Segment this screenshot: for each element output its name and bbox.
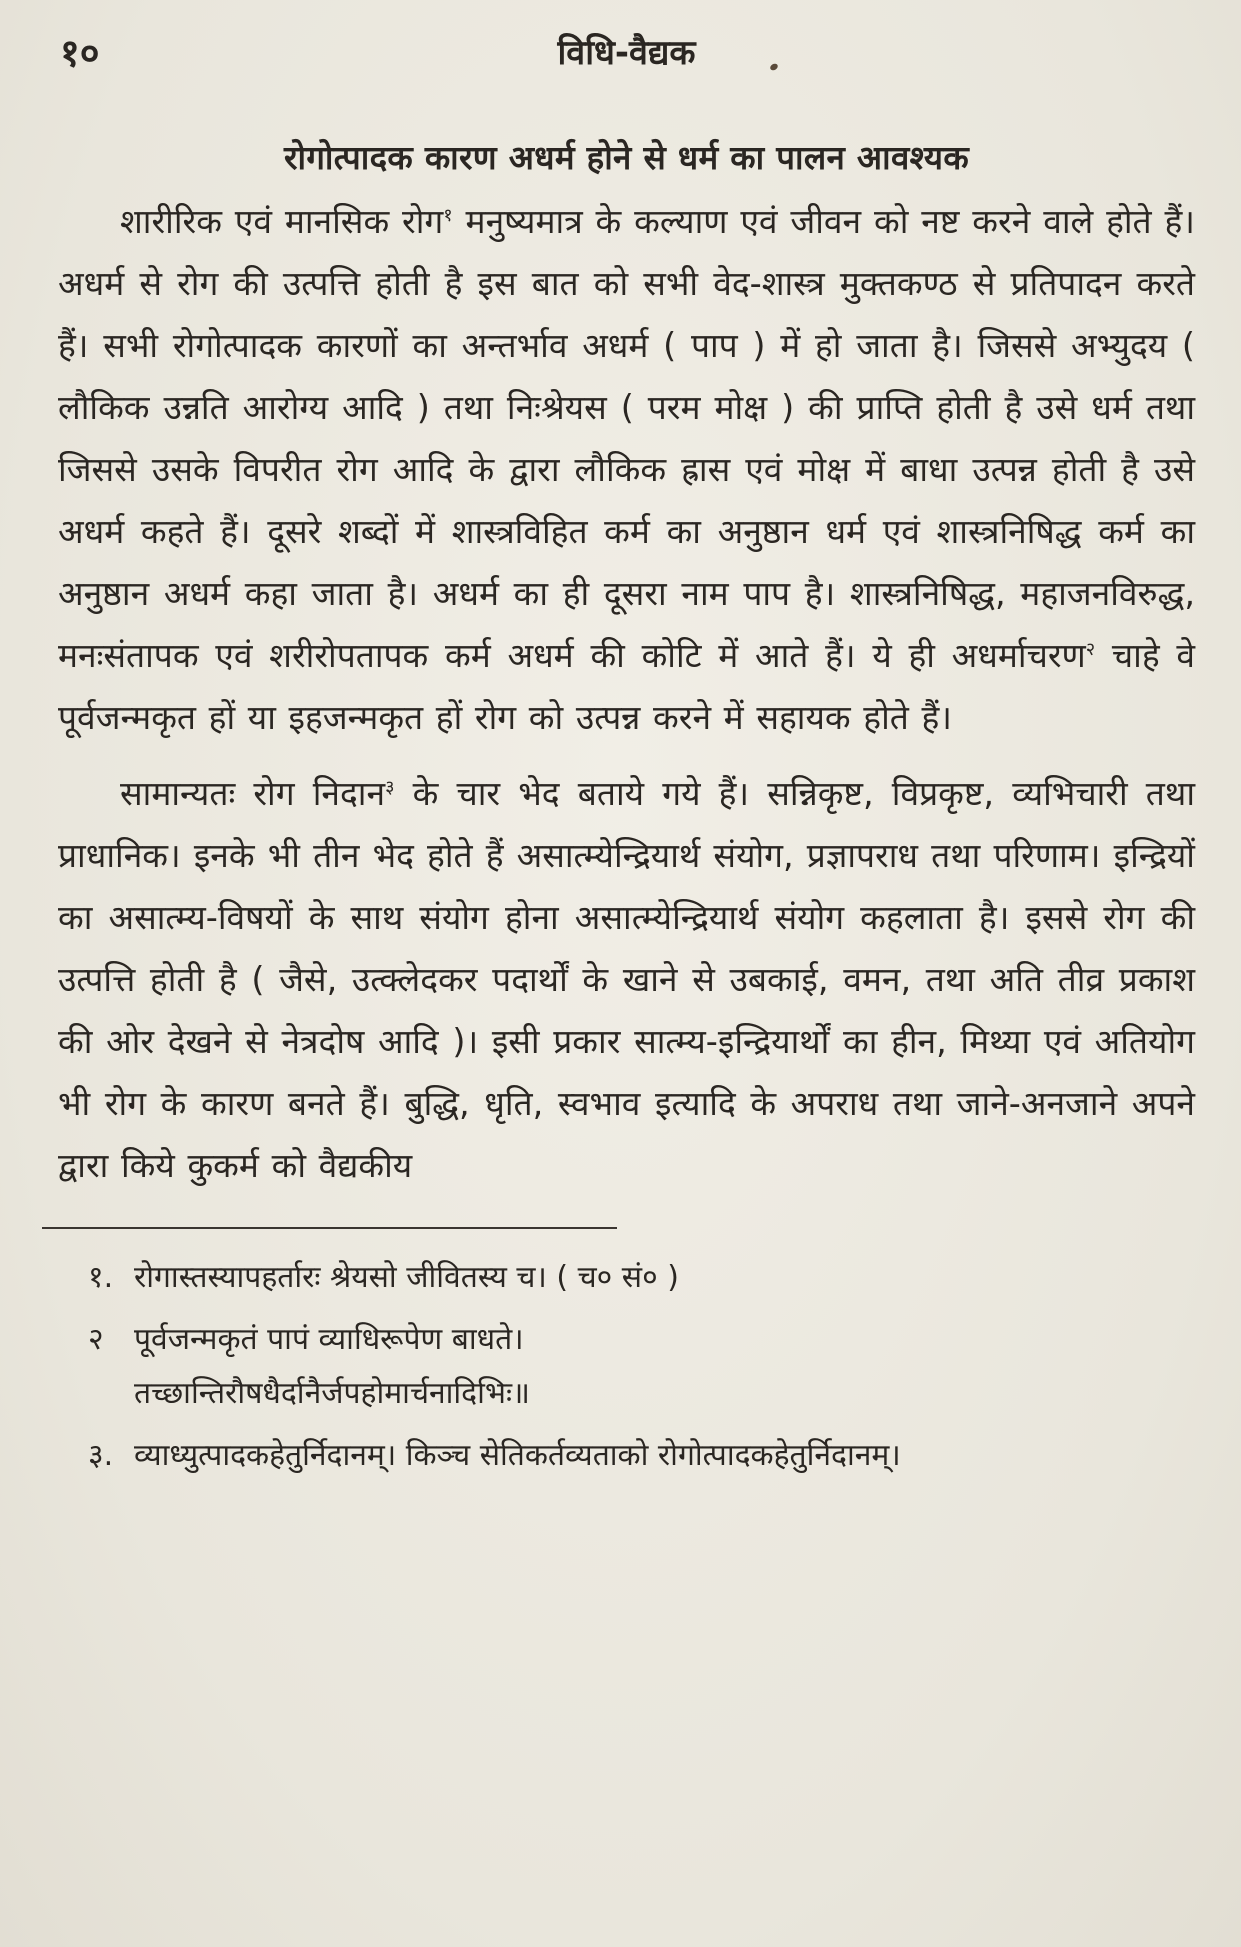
footnote-marker: ३. (88, 1438, 114, 1473)
footnote-1 (88, 1251, 1195, 1305)
paragraph-text: सामान्यतः रोग निदान (120, 774, 386, 813)
paragraph-text: शारीरिक एवं मानसिक रोग (120, 202, 444, 241)
footnote-marker: २ (88, 1322, 104, 1357)
page-header (58, 22, 1195, 86)
footnote-3 (88, 1429, 1195, 1483)
body-paragraph-2 (58, 763, 1195, 1197)
footnote-text: व्याध्युत्पादकहेतुर्निदानम्। किञ्च सेतिकर्तव्यताको रोगोत्पादकहेतुर्निदानम्। (134, 1438, 901, 1473)
paragraph-text: के चार भेद बताये गये हैं। सन्निकृष्ट, विप्रकृष्ट, व्यभिचारी तथा प्राधानिक। इनके भी तीन भेद होते हैं असात्म्येन्द्रियार्थ संयोग, प्रज्ञापराध तथा परिणाम। इन्द्रियों का असात्म्य-विषयों के साथ संयोग होना असात्म्येन्द्रियार्थ संयोग कहलाता है। इससे रोग की उत्पत्ति होती है ( जैसे, उत्क्लेदकर पदार्थों के खाने से उबकाई, वमन, तथा अति तीव्र प्रकाश की ओर देखने से नेत्रदोष आदि )। इसी प्रकार सात्म्य-इन्द्रियार्थों का हीन, मिथ्या एवं अतियोग भी रोग के कारण बनते हैं। बुद्धि, धृति, स्वभाव इत्यादि के अपराध तथा जाने-अनजाने अपने द्वारा किये कुकर्म को वैद्यकीय (58, 774, 1195, 1185)
footnote-ref-2[interactable]: २ (1085, 639, 1096, 660)
footnote-text: रोगास्तस्यापहर्तारः श्रेयसो जीवितस्य च। ( च० सं० ) (134, 1260, 679, 1295)
running-title: विधि-वैद्यक (557, 33, 696, 73)
footnote-divider (42, 1227, 617, 1229)
section-heading: रोगोत्पादक कारण अधर्म होने से धर्म का पालन आवश्यक (283, 138, 970, 177)
footnote-2-continuation: तच्छान्तिरौषधैर्दानैर्जपहोमार्चनादिभिः॥ (134, 1376, 530, 1411)
footnote-ref-1[interactable]: १ (443, 205, 453, 226)
paragraph-text: चाहे वे पूर्वजन्मकृत हों या इहजन्मकृत हों रोग को उत्पन्न करने में सहायक होते हैं। (58, 636, 1195, 737)
paragraph-text: मनुष्यमात्र के कल्याण एवं जीवन को नष्ट करने वाले होते हैं। अधर्म से रोग की उत्पत्ति होती है इस बात को सभी वेद-शास्त्र मुक्तकण्ठ से प्रतिपादन करते हैं। सभी रोगोत्पादक कारणों का अन्तर्भाव अधर्म ( पाप ) में हो जाता है। जिससे अभ्युदय ( लौकिक उन्नति आरोग्य आदि ) तथा निःश्रेयस ( परम मोक्ष ) की प्राप्ति होती है उसे धर्म तथा जिससे उसके विपरीत रोग आदि के द्वारा लौकिक ह्रास एवं मोक्ष में बाधा उत्पन्न होती है उसे अधर्म कहते हैं। दूसरे शब्दों में शास्त्रविहित कर्म का अनुष्ठान धर्म एवं शास्त्रनिषिद्ध कर्म का अनुष्ठान अधर्म कहा जाता है। अधर्म का ही दूसरा नाम पाप है। शास्त्रनिषिद्ध, महाजनविरुद्ध, मनःसंतापक एवं शरीरोपतापक कर्म अधर्म की कोटि में आते हैं। ये ही अधर्माचरण (58, 202, 1195, 675)
footnote-marker: १. (88, 1260, 114, 1295)
body-paragraph-1 (58, 191, 1195, 749)
footnotes (58, 1251, 1195, 1483)
footnote-ref-3[interactable]: ३ (385, 777, 395, 798)
page-number: १० (60, 31, 100, 75)
footnote-text: पूर्वजन्मकृतं पापं व्याधिरूपेण बाधते। (134, 1322, 524, 1357)
footnote-2 (88, 1313, 1195, 1367)
